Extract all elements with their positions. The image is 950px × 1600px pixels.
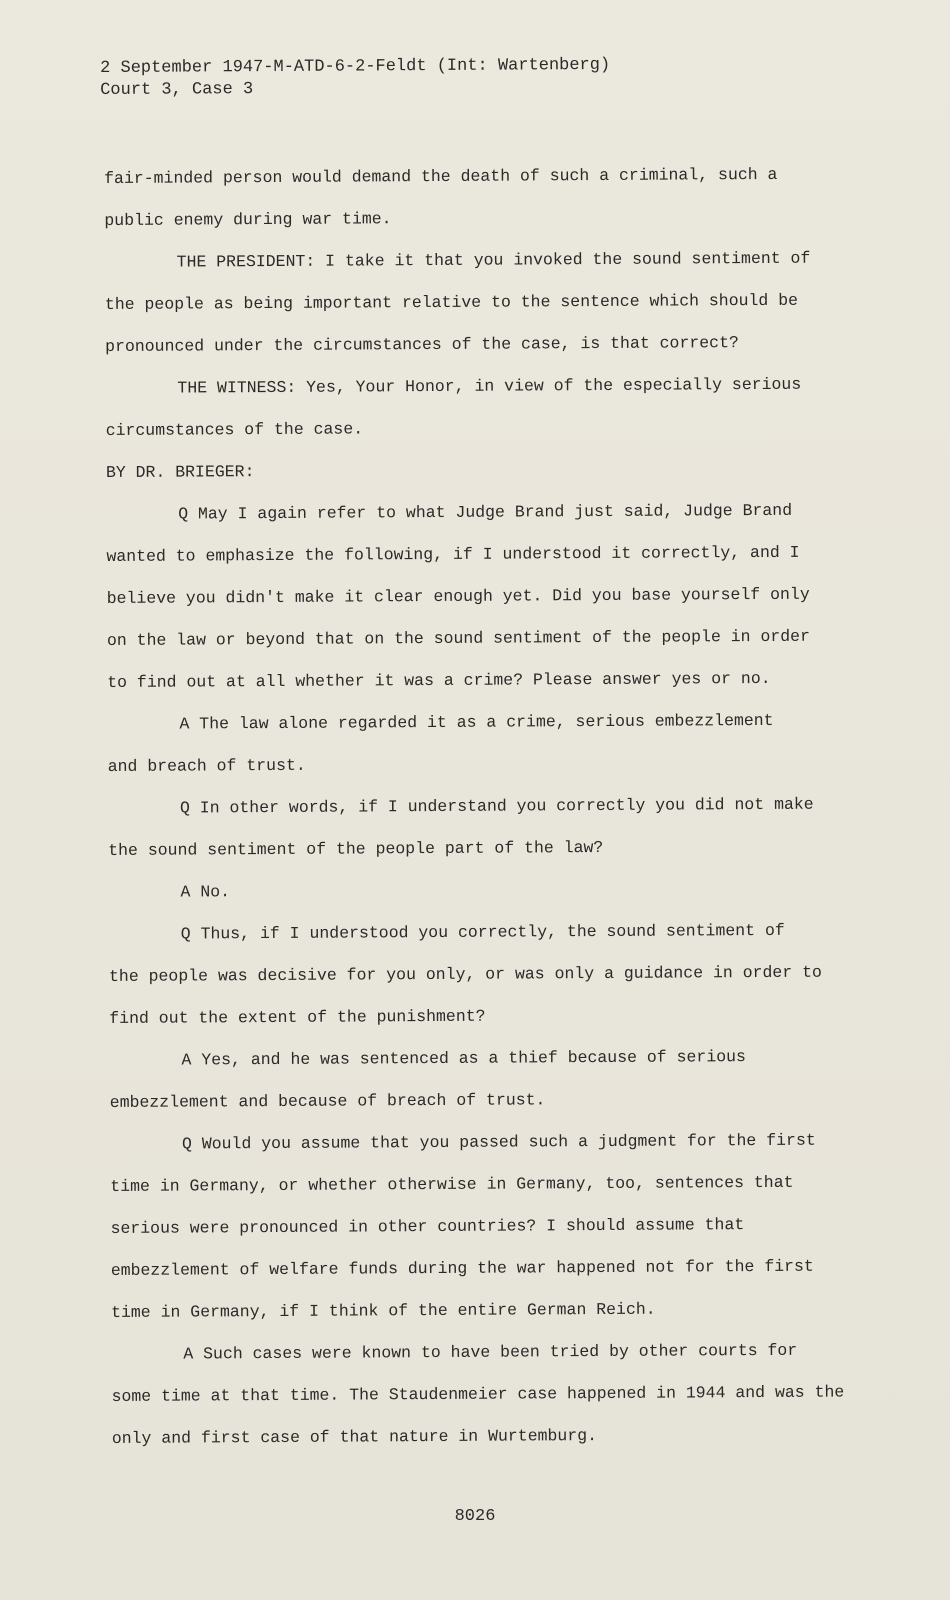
text-line: THE PRESIDENT: I take it that you invoked the sound sentiment of [176, 248, 811, 272]
text-line: to find out at all whether it was a crime? Please answer yes or no. [107, 668, 771, 692]
text-line: fair-minded person would demand the death of such a criminal, such a [104, 164, 778, 188]
text-line: Q Would you assume that you passed such a judgment for the first [181, 1130, 816, 1154]
text-line: on the law or beyond that on the sound sentiment of the people in order [106, 626, 811, 650]
text-line: public enemy during war time. [104, 209, 392, 230]
text-line: Q Thus, if I understood you correctly, the sound sentiment of [180, 920, 785, 944]
text-line: time in Germany, if I think of the entire German Reich. [110, 1299, 656, 1322]
text-line: serious were pronounced in other countries? I should assume that [110, 1215, 745, 1238]
text-line: A Yes, and he was sentenced as a thief because of serious [181, 1047, 746, 1070]
text-line: Q In other words, if I understand you correctly you did not make [179, 794, 814, 818]
text-line: A The law alone regarded it as a crime, serious embezzlement [179, 710, 774, 734]
text-line: circumstances of the case. [105, 419, 364, 440]
document-header [100, 55, 610, 102]
text-line: only and first case of that nature in Wurtemburg. [111, 1426, 598, 1448]
text-line: A No. [180, 882, 231, 902]
header-line-1: 2 September 1947-M-ATD-6-2-Feldt (Int: Wartenberg) [100, 55, 611, 78]
text-line: pronounced under the circumstances of the case, is that correct? [105, 333, 739, 356]
text-line: Q May I again refer to what Judge Brand just said, Judge Brand [178, 500, 793, 524]
page-number: 8026 [454, 1507, 496, 1526]
text-line: the people as being important relative to the sentence which should be [104, 290, 799, 314]
text-line: embezzlement of welfare funds during the war happened not for the first [110, 1256, 814, 1280]
transcript-body [104, 153, 882, 1460]
text-line: the people was decisive for you only, or was only a guidance in order to [108, 962, 822, 986]
text-line: embezzlement and because of breach of trust. [109, 1090, 546, 1112]
text-line: and breach of trust. [107, 755, 306, 776]
text-line: THE WITNESS: Yes, Your Honor, in view of the especially serious [177, 374, 802, 398]
text-line: find out the extent of the punishment? [109, 1006, 486, 1028]
speaker-heading: BY DR. BRIEGER: [105, 462, 255, 482]
text-line: time in Germany, or whether otherwise in Germany, too, sentences that [110, 1172, 794, 1196]
header-line-2: Court 3, Case 3 [100, 80, 254, 100]
text-line: the sound sentiment of the people part of the law? [108, 837, 604, 860]
text-line: some time at that time. The Staudenmeier case happened in 1944 and was the [111, 1382, 845, 1406]
text-line: wanted to emphasize the following, if I understood it correctly, and I [106, 542, 800, 566]
text-line: believe you didn't make it clear enough yet. Did you base yourself only [106, 584, 810, 608]
text-line: A Such cases were known to have been tried by other courts for [183, 1340, 798, 1364]
